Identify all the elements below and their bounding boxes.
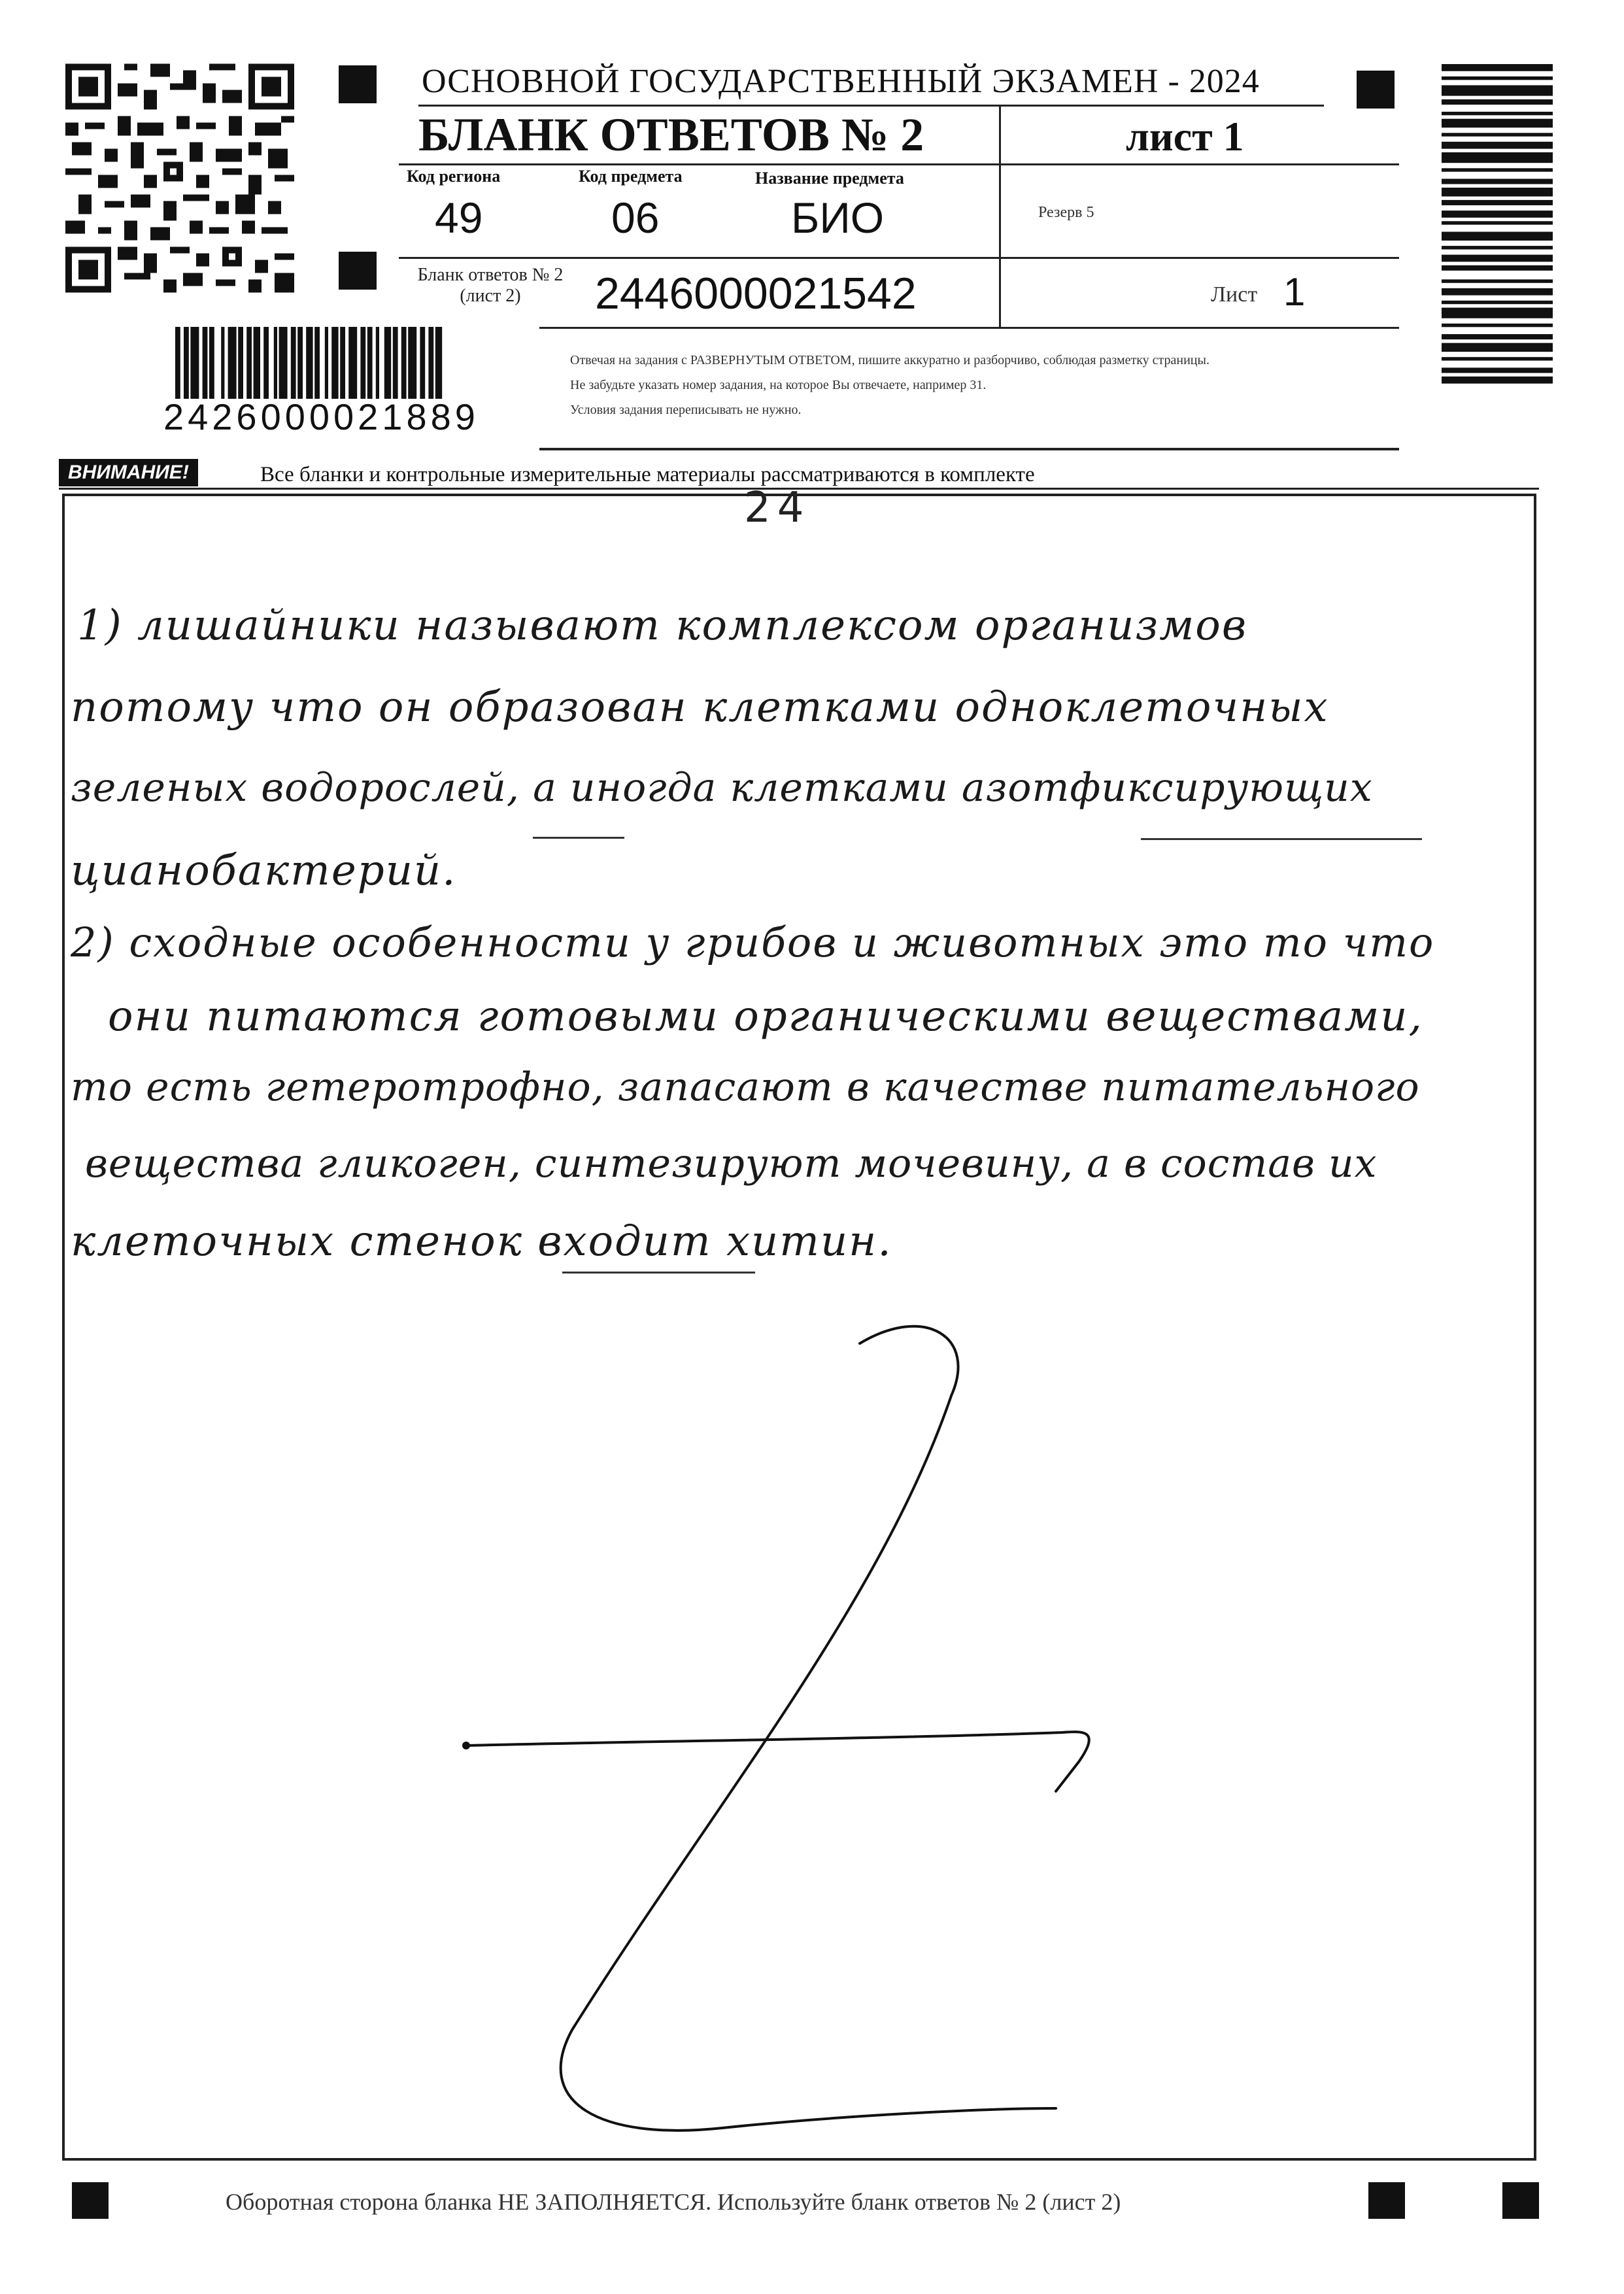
footer-note: Оборотная сторона бланка НЕ ЗАПОЛНЯЕТСЯ. Используйте бланк ответов № 2 (лист 2) xyxy=(226,2189,1121,2215)
fields-underline xyxy=(399,257,1399,259)
instructions-underline xyxy=(539,448,1399,450)
sheet-label: лист 1 xyxy=(1126,113,1244,160)
answer-line-9: клеточных стенок входит хитин. xyxy=(71,1217,892,1266)
subject-name-label: Название предмета xyxy=(755,169,904,188)
vertical-barcode-image xyxy=(1442,64,1553,450)
header-divider xyxy=(999,105,1001,327)
answer-line-6: они питаются готовыми органическими веществами, xyxy=(108,992,1423,1041)
subject-code-label: Код предмета xyxy=(579,167,683,186)
subject-code-value: 06 xyxy=(611,194,660,242)
alignment-marker-bottom-right xyxy=(1502,2182,1539,2219)
form-title: БЛАНК ОТВЕТОВ № 2 xyxy=(418,109,924,161)
reserve-label: Резерв 5 xyxy=(1038,204,1094,221)
attention-badge: ВНИМАНИЕ! xyxy=(59,459,198,486)
answer-line-1: 1) лишайники называют комплексом организмов xyxy=(77,601,1248,650)
instruction-line: Не забудьте указать номер задания, на которое Вы отвечаете, например 31. xyxy=(570,378,987,392)
form-ref-label xyxy=(396,265,585,307)
list-label: Лист xyxy=(1211,282,1258,307)
task-number: 24 xyxy=(744,484,811,532)
z-cancellation-stroke xyxy=(62,494,1536,2161)
instruction-line: Отвечая на задания с РАЗВЕРНУТЫМ ОТВЕТОМ, пишите аккуратно и разборчиво, соблюдая разметку страницы. xyxy=(570,353,1210,367)
region-value: 49 xyxy=(435,194,483,242)
answer-line-2: потому что он образован клетками одноклеточных xyxy=(71,683,1329,732)
answer-line-7: то есть гетеротрофно, запасают в качестве питательного xyxy=(71,1064,1420,1110)
form-ref-label-line-2: (лист 2) xyxy=(460,286,521,306)
answer-line-4: цианобактерий. xyxy=(71,847,457,895)
answer-line-3: зеленых водорослей, а иногда клетками азотфиксирующих xyxy=(71,765,1373,811)
alignment-marker-top-left xyxy=(339,65,377,103)
instructions xyxy=(570,348,1387,422)
form-title-underline xyxy=(399,163,1399,165)
form-number: 2446000021542 xyxy=(595,269,917,318)
form-ref-label-line-1: Бланк ответов № 2 xyxy=(417,265,564,285)
qr-code-image xyxy=(65,62,294,294)
list-value: 1 xyxy=(1283,270,1306,314)
exam-title: ОСНОВНОЙ ГОСУДАРСТВЕННЫЙ ЭКЗАМЕН - 2024 xyxy=(422,63,1260,100)
title-underline xyxy=(418,105,1324,107)
answer-line-5: 2) сходные особенности у грибов и животных это то что xyxy=(71,919,1435,966)
instruction-line: Условия задания переписывать не нужно. xyxy=(570,403,802,417)
barcode-number: 2426000021889 xyxy=(163,396,479,437)
region-label: Код региона xyxy=(407,167,501,186)
alignment-marker-top-right xyxy=(1357,71,1395,109)
alignment-marker-bottom-left xyxy=(72,2182,109,2219)
form-ref-underline xyxy=(539,327,1399,329)
subject-name-value: БИО xyxy=(791,194,885,242)
notice-text: Все бланки и контрольные измерительные материалы рассматриваются в комплекте xyxy=(260,463,1035,486)
alignment-marker-bottom-mid xyxy=(1368,2182,1405,2219)
answer-line-8: вещества гликоген, синтезируют мочевину, а в состав их xyxy=(85,1141,1378,1187)
alignment-marker-mid-left xyxy=(339,252,377,290)
